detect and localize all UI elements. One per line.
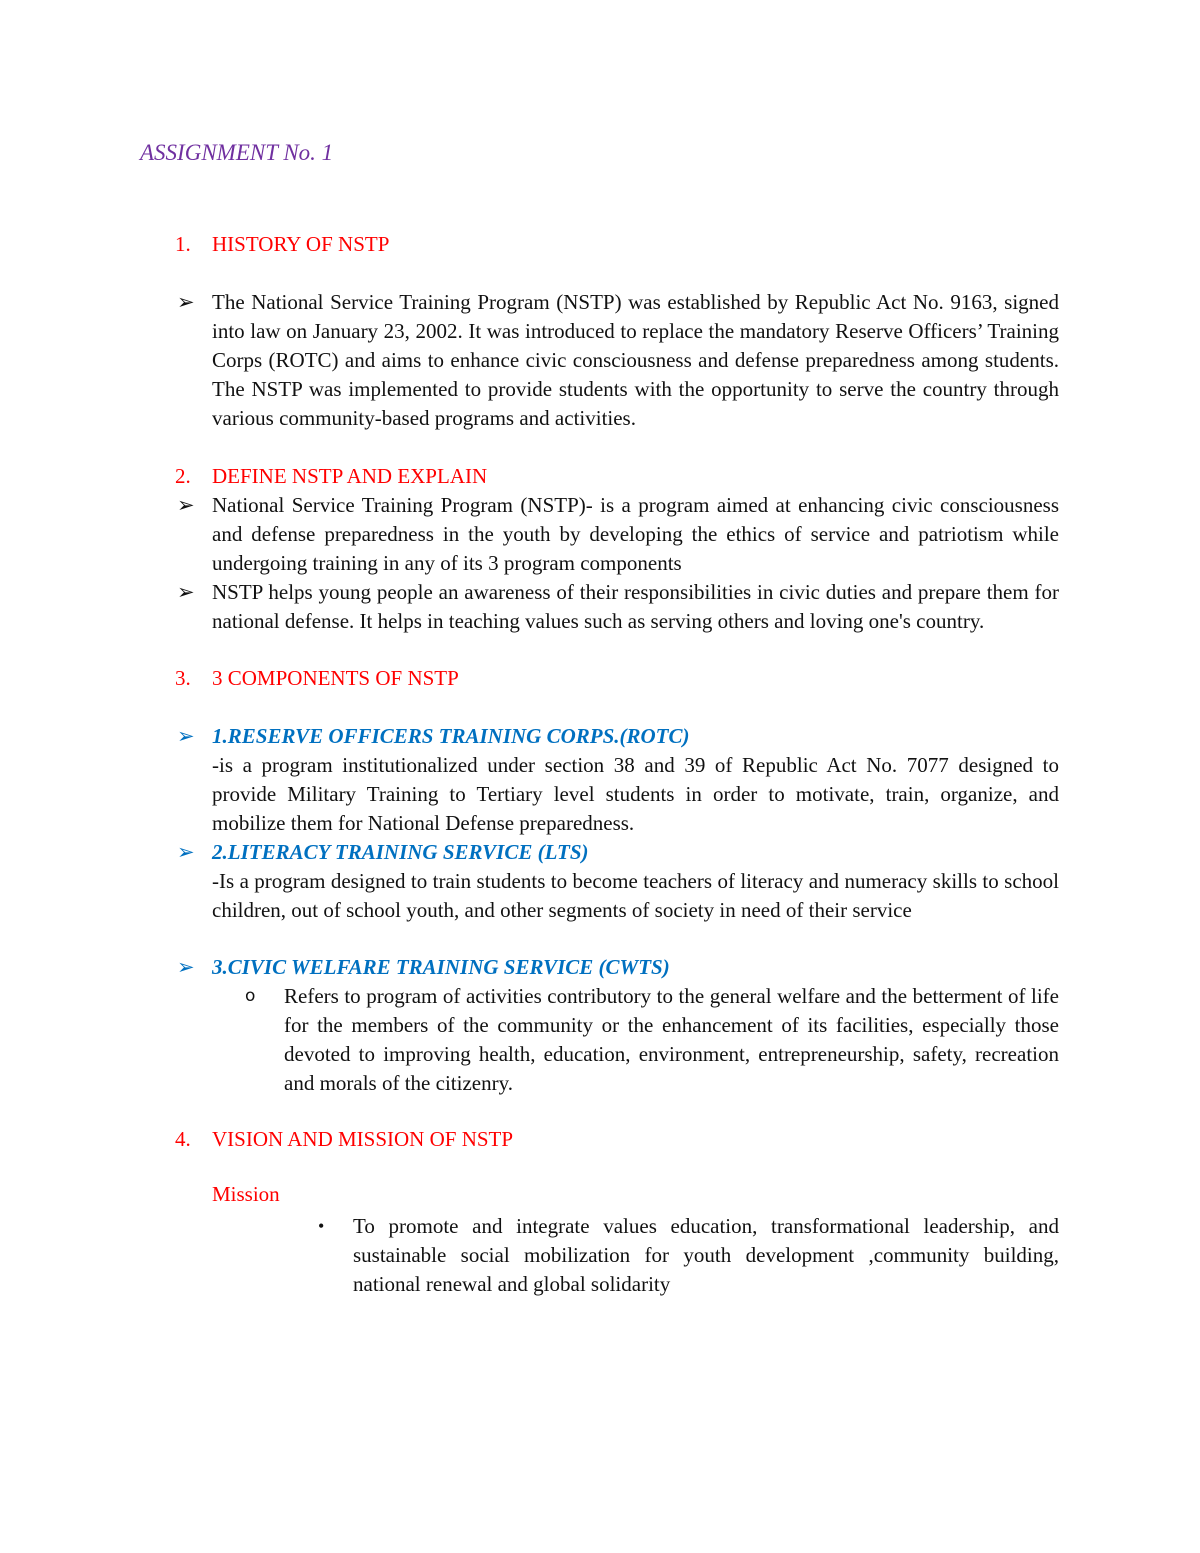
define-text-2: NSTP helps young people an awareness of their responsibilities in civic duties and prepare them for national defense. It helps in teaching values such as serving others and loving one's country. bbox=[212, 580, 1059, 633]
section-number: 1. bbox=[175, 232, 191, 256]
section-heading-text: VISION AND MISSION OF NSTP bbox=[212, 1127, 514, 1151]
arrow-bullet-icon: ➢ bbox=[177, 840, 195, 864]
define-text-1: National Service Training Program (NSTP)- is a program aimed at enhancing civic consciousness and defense preparedness in the youth by developing the ethics of service and patriotism while undergoing training in any of its 3 program components bbox=[212, 493, 1059, 575]
component-title: 1.RESERVE OFFICERS TRAINING CORPS.(ROTC) bbox=[212, 724, 690, 748]
section-number: 4. bbox=[175, 1127, 191, 1151]
section-heading-components bbox=[175, 664, 459, 693]
component-rotc bbox=[177, 722, 1059, 838]
history-paragraph bbox=[177, 288, 1059, 433]
arrow-bullet-icon: ➢ bbox=[177, 290, 195, 314]
mission-text: To promote and integrate values education, transformational leadership, and sustainable social mobilization for youth development ,community building, national renewal and global solidarity bbox=[353, 1214, 1059, 1296]
mission-item bbox=[318, 1212, 1059, 1299]
section-heading-vision-mission bbox=[175, 1125, 513, 1154]
section-number: 3. bbox=[175, 666, 191, 690]
cwts-description bbox=[245, 982, 1059, 1098]
section-heading-define bbox=[175, 462, 487, 491]
assignment-title: ASSIGNMENT No. 1 bbox=[140, 140, 334, 165]
component-title: 2.LITERACY TRAINING SERVICE (LTS) bbox=[212, 840, 589, 864]
component-title: 3.CIVIC WELFARE TRAINING SERVICE (CWTS) bbox=[212, 955, 670, 979]
circle-bullet-icon: o bbox=[245, 986, 256, 1006]
mission-label: Mission bbox=[212, 1182, 280, 1206]
component-cwts bbox=[177, 953, 1059, 982]
component-body: -is a program institutionalized under section 38 and 39 of Republic Act No. 7077 designed to provide Military Training to Tertiary level students in order to motivate, train, organize, and mobilize them for National Defense preparedness. bbox=[212, 753, 1059, 835]
arrow-bullet-icon: ➢ bbox=[177, 580, 195, 604]
arrow-bullet-icon: ➢ bbox=[177, 724, 195, 748]
cwts-text: Refers to program of activities contributory to the general welfare and the betterment of life for the members of the community or the enhancement of its facilities, especially those devoted to improving health, education, environment, entrepreneurship, safety, recreation and morals of the citizenry. bbox=[284, 984, 1059, 1095]
dot-bullet-icon: • bbox=[318, 1216, 325, 1236]
section-heading-text: DEFINE NSTP AND EXPLAIN bbox=[212, 464, 488, 488]
section-heading-history bbox=[175, 230, 389, 259]
history-text: The National Service Training Program (NSTP) was established by Republic Act No. 9163, signed into law on January 23, 2002. It was introduced to replace the mandatory Reserve Officers’ Training Corps (ROTC) and aims to enhance civic consciousness and defense preparedness among students. The NSTP was implemented to provide students with the opportunity to serve the country through various community-based programs and activities. bbox=[212, 290, 1059, 430]
component-lts bbox=[177, 838, 1059, 925]
arrow-bullet-icon: ➢ bbox=[177, 955, 195, 979]
section-heading-text: HISTORY OF NSTP bbox=[212, 232, 390, 256]
define-paragraph-1 bbox=[177, 491, 1059, 578]
define-paragraph-2 bbox=[177, 578, 1059, 636]
component-body: -Is a program designed to train students to become teachers of literacy and numeracy skills to school children, out of school youth, and other segments of society in need of their service bbox=[212, 869, 1059, 922]
arrow-bullet-icon: ➢ bbox=[177, 493, 195, 517]
section-number: 2. bbox=[175, 464, 191, 488]
section-heading-text: 3 COMPONENTS OF NSTP bbox=[212, 666, 459, 690]
